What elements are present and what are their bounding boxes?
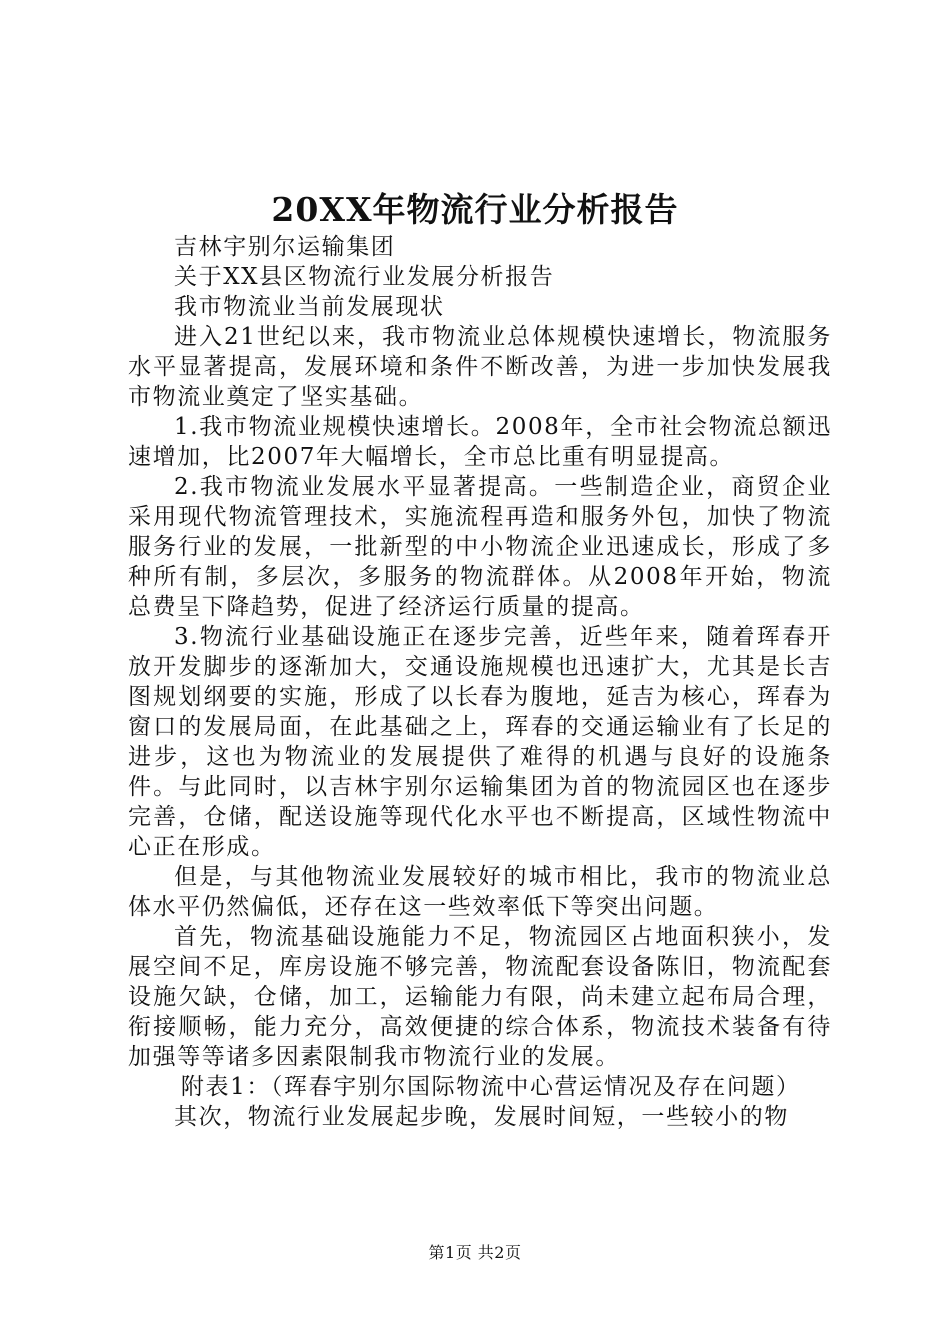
appendix-table-note: 附表1：（珲春宇别尔国际物流中心营运情况及存在问题） <box>180 1074 801 1100</box>
paragraph-intro: 进入21世纪以来，我市物流业总体规模快速增长，物流服务水平显著提高，发展环境和条件不断改善，为进一步加快发展我市物流业奠定了坚实基础。 <box>128 324 832 410</box>
paragraph-second-issue: 其次，物流行业发展起步晚，发展时间短，一些较小的物 <box>174 1104 789 1130</box>
section-heading: 我市物流业当前发展现状 <box>174 294 445 320</box>
company-name-line: 吉林宇别尔运输集团 <box>174 234 396 260</box>
document-body <box>128 232 832 1132</box>
paragraph-point-1: 1.我市物流业规模快速增长。2008年，全市社会物流总额迅速增加，比2007年大幅增长，全市总比重有明显提高。 <box>128 414 832 470</box>
paragraph-point-2: 2.我市物流业发展水平显著提高。一些制造企业，商贸企业采用现代物流管理技术，实施流程再造和服务外包，加快了物流服务行业的发展，一批新型的中小物流企业迅速成长，形成了多种所有制，多层次，多服务的物流群体。从2008年开始，物流总费呈下降趋势，促进了经济运行质量的提高。 <box>128 474 832 620</box>
report-subtitle-line: 关于XX县区物流行业发展分析报告 <box>174 264 555 290</box>
document-title: 20XX年物流行业分析报告 <box>271 190 679 229</box>
page-number-footer: 第1页 共2页 <box>428 1243 522 1262</box>
paragraph-however: 但是，与其他物流业发展较好的城市相比，我市的物流业总体水平仍然偏低，还存在这一些效率低下等突出问题。 <box>128 864 832 920</box>
paragraph-point-3: 3.物流行业基础设施正在逐步完善，近些年来，随着珲春开放开发脚步的逐渐加大，交通设施规模也迅速扩大，尤其是长吉图规划纲要的实施，形成了以长春为腹地，延吉为核心，珲春为窗口的发展局面，在此基础之上，珲春的交通运输业有了长足的进步，这也为物流业的发展提供了难得的机遇与良好的设施条件。与此同时，以吉林宇别尔运输集团为首的物流园区也在逐步完善，仓储，配送设施等现代化水平也不断提高，区域性物流中心正在形成。 <box>128 624 832 860</box>
paragraph-first-issue: 首先，物流基础设施能力不足，物流园区占地面积狭小，发展空间不足，库房设施不够完善，物流配套设备陈旧，物流配套设施欠缺，仓储，加工，运输能力有限，尚未建立起布局合理，衔接顺畅，能力充分，高效便捷的综合体系，物流技术装备有待加强等等诸多因素限制我市物流行业的发展。 <box>128 924 832 1070</box>
